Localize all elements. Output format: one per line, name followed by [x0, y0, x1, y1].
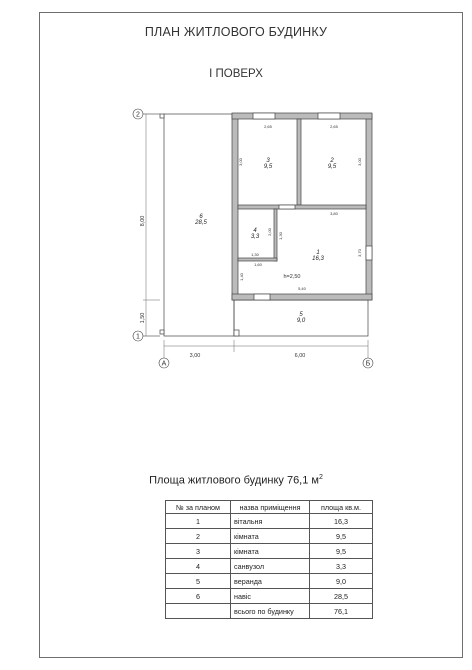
- ceiling-height: h=2,50: [283, 274, 301, 280]
- row-num: [166, 604, 231, 619]
- axis-2: 2: [136, 111, 140, 119]
- header-name: назва приміщення: [231, 501, 310, 514]
- dim-h140: 1,40: [239, 273, 244, 281]
- table-row: [166, 514, 373, 529]
- total-area-label: Площа житлового будинку 76,1 м: [149, 474, 319, 487]
- row-area: 9,5: [310, 529, 373, 544]
- row-name: вітальня: [231, 514, 310, 529]
- row-name: кімната: [231, 529, 310, 544]
- axis-1: 1: [136, 333, 140, 341]
- room-3-area: 9,5: [263, 164, 273, 170]
- table-row: [166, 544, 373, 559]
- dim-left-150: 1,50: [140, 312, 146, 324]
- table-total-row: [166, 604, 373, 619]
- room-2-area: 9,5: [327, 164, 337, 170]
- table-row: [166, 529, 373, 544]
- row-area: 16,3: [310, 514, 373, 529]
- row-num: 4: [166, 559, 231, 574]
- table-row: [166, 589, 373, 604]
- room-6-area: 28,5: [195, 220, 207, 226]
- table-row: [166, 574, 373, 589]
- dim-w130: 1,30: [251, 252, 259, 257]
- row-name: кімната: [231, 544, 310, 559]
- row-name: навіс: [231, 589, 310, 604]
- room-4-area: 3,3: [250, 234, 260, 240]
- room-2-num: 2: [330, 158, 334, 164]
- dim-w380: 3,80: [330, 211, 338, 216]
- table-header-row: [166, 501, 373, 514]
- axis-a: А: [161, 360, 167, 368]
- axis-b: Б: [365, 360, 371, 368]
- room-5-area: 9,0: [296, 318, 306, 324]
- dim-w540: 5,40: [298, 286, 306, 291]
- dim-h130: 1,30: [278, 232, 283, 240]
- dim-bottom-3: 3,00: [189, 353, 201, 359]
- table-row: [166, 559, 373, 574]
- row-area: 28,5: [310, 589, 373, 604]
- room-1-area: 16,3: [312, 256, 324, 262]
- room-3-num: 3: [266, 158, 270, 164]
- row-area: 76,1: [310, 604, 373, 619]
- row-name: всього по будинку: [231, 604, 310, 619]
- room-6-num: 6: [199, 214, 203, 220]
- floor-label: І ПОВЕРХ: [209, 68, 263, 80]
- dim-h200: 2,00: [267, 228, 272, 236]
- dim-bottom-6: 6,00: [294, 353, 306, 359]
- row-num: 1: [166, 514, 231, 529]
- dim-w265b: 2,65: [330, 124, 338, 129]
- header-num: № за планом: [166, 501, 231, 514]
- room-4-num: 4: [253, 228, 257, 234]
- dim-w265a: 2,65: [264, 124, 272, 129]
- plan-title: ПЛАН ЖИТЛОВОГО БУДИНКУ: [144, 25, 328, 39]
- row-name: санвузол: [231, 559, 310, 574]
- dim-w160: 1,60: [254, 262, 262, 267]
- dim-left-8: 8,00: [140, 215, 146, 227]
- room-5-num: 5: [299, 312, 303, 318]
- row-num: 3: [166, 544, 231, 559]
- room-1-num: 1: [316, 250, 320, 256]
- row-area: 9,0: [310, 574, 373, 589]
- row-name: веранда: [231, 574, 310, 589]
- dim-h300b: 3,00: [357, 158, 362, 166]
- row-num: 6: [166, 589, 231, 604]
- dim-h370: 3,70: [357, 249, 362, 257]
- row-num: 2: [166, 529, 231, 544]
- rooms-table: [165, 500, 373, 619]
- total-area-sup: 2: [318, 474, 323, 481]
- total-area-title: [0, 474, 472, 487]
- dim-h300a: 3,00: [238, 158, 243, 166]
- row-area: 3,3: [310, 559, 373, 574]
- header-area: площа кв.м.: [310, 501, 373, 514]
- row-area: 9,5: [310, 544, 373, 559]
- row-num: 5: [166, 574, 231, 589]
